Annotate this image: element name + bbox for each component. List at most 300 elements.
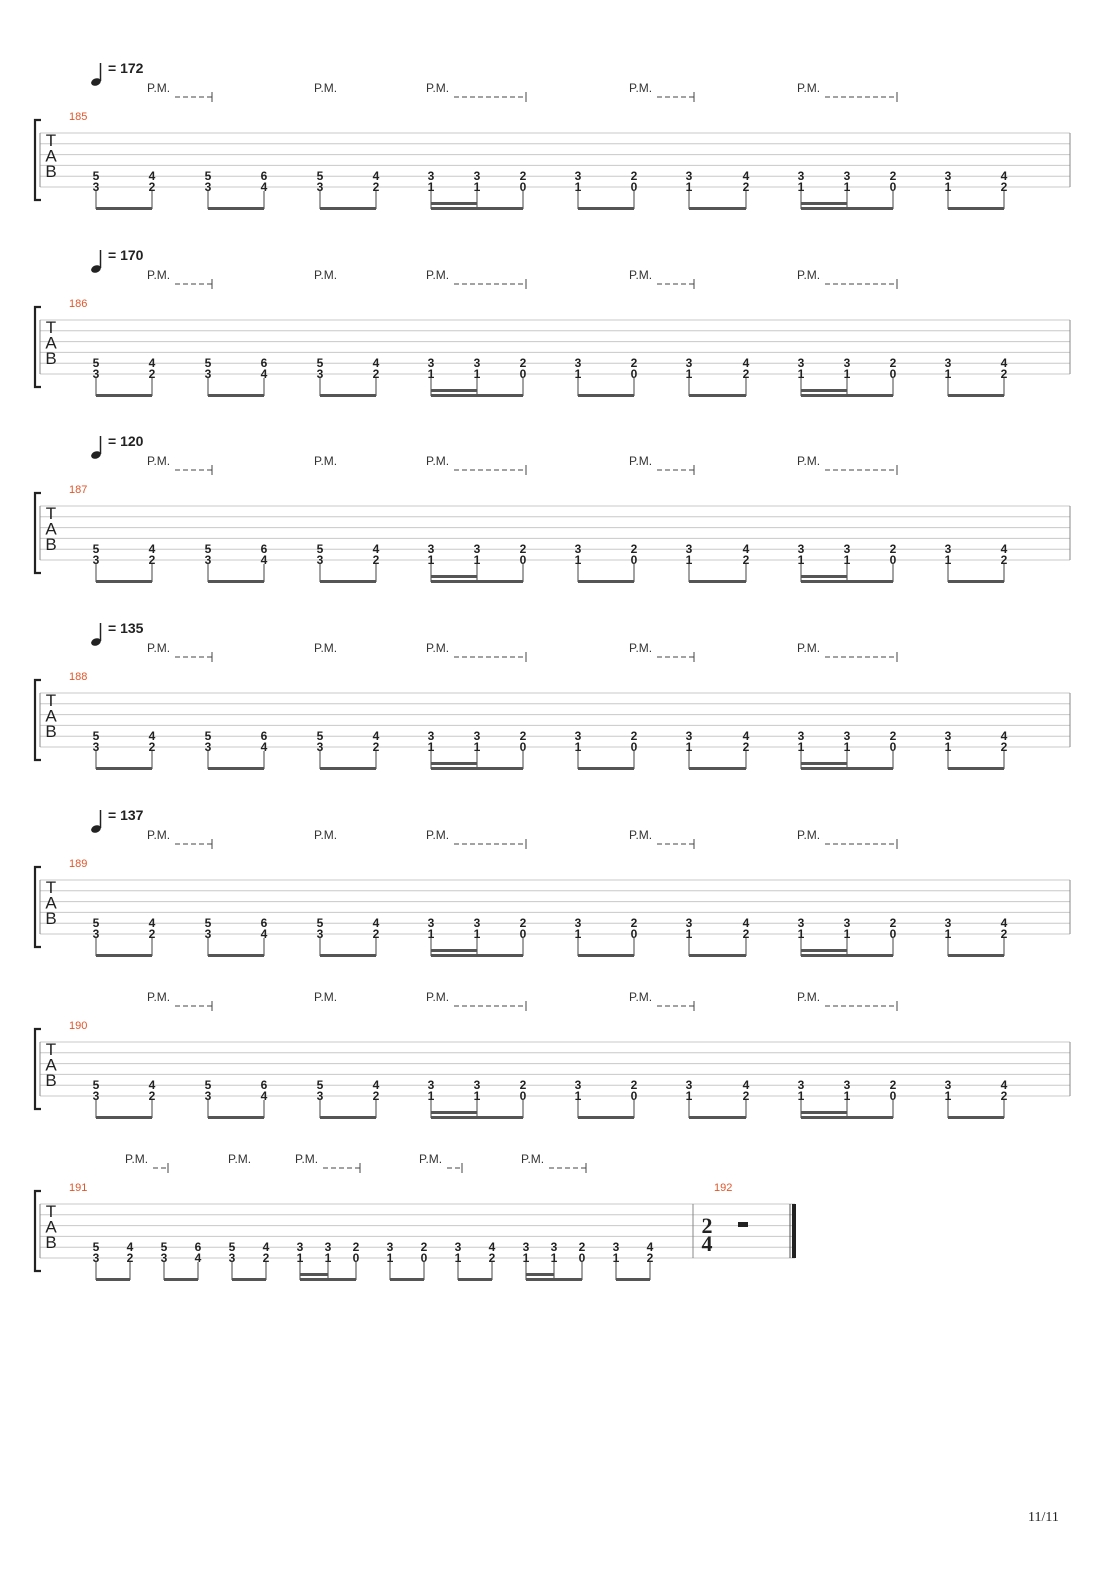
fret-number-top: 4 bbox=[372, 356, 380, 371]
fret-number-top: 2 bbox=[889, 169, 897, 184]
fret-number-bottom: 1 bbox=[473, 740, 481, 754]
tab-clef-letter: A bbox=[45, 706, 57, 726]
beam-secondary bbox=[431, 389, 477, 392]
beam bbox=[320, 767, 376, 770]
beam bbox=[578, 954, 634, 957]
beam bbox=[96, 580, 152, 583]
fret-number-top: 3 bbox=[574, 169, 582, 184]
fret-number-bottom: 1 bbox=[843, 367, 851, 381]
page-number: 11/11 bbox=[1028, 1510, 1059, 1525]
fret-number-top: 4 bbox=[148, 169, 156, 184]
beam bbox=[208, 954, 264, 957]
fret-number-top: 2 bbox=[420, 1240, 428, 1255]
fret-number-top: 5 bbox=[92, 916, 100, 931]
fret-number-bottom: 1 bbox=[685, 740, 693, 754]
fret-number-top: 3 bbox=[427, 542, 435, 557]
beam-secondary bbox=[526, 1273, 554, 1276]
palm-mute-label: P.M. bbox=[629, 990, 653, 1004]
fret-number-bottom: 1 bbox=[843, 740, 851, 754]
palm-mute-label: P.M. bbox=[426, 268, 450, 282]
fret-number-top: 3 bbox=[473, 1078, 481, 1093]
fret-number-top: 3 bbox=[944, 356, 952, 371]
fret-number-top: 4 bbox=[742, 916, 750, 931]
fret-number-top: 3 bbox=[574, 356, 582, 371]
fret-number-bottom: 3 bbox=[160, 1251, 168, 1265]
beam bbox=[689, 767, 746, 770]
fret-number-bottom: 1 bbox=[427, 553, 435, 567]
fret-number-top: 4 bbox=[126, 1240, 134, 1255]
fret-number-top: 2 bbox=[889, 916, 897, 931]
fret-number-bottom: 2 bbox=[372, 740, 380, 754]
tab-clef-letter: T bbox=[45, 878, 57, 897]
fret-number-bottom: 2 bbox=[742, 553, 750, 567]
fret-number-top: 4 bbox=[742, 542, 750, 557]
fret-number-top: 4 bbox=[742, 729, 750, 744]
fret-number-top: 2 bbox=[889, 729, 897, 744]
fret-number-top: 2 bbox=[519, 169, 527, 184]
fret-number-bottom: 2 bbox=[372, 180, 380, 194]
fret-number-top: 3 bbox=[797, 542, 805, 557]
fret-number-bottom: 0 bbox=[519, 1089, 527, 1103]
beam bbox=[232, 1278, 266, 1281]
fret-number-top: 4 bbox=[742, 1078, 750, 1093]
fret-number-top: 5 bbox=[228, 1240, 236, 1255]
tab-clef-letter: A bbox=[45, 1217, 57, 1237]
fret-number-bottom: 2 bbox=[148, 740, 156, 754]
fret-number-top: 2 bbox=[630, 1078, 638, 1093]
tab-clef-letter: T bbox=[45, 504, 57, 523]
beam bbox=[300, 1278, 356, 1281]
fret-number-top: 6 bbox=[260, 1078, 268, 1093]
fret-number-bottom: 1 bbox=[427, 927, 435, 941]
fret-number-bottom: 2 bbox=[148, 1089, 156, 1103]
fret-number-top: 3 bbox=[843, 916, 851, 931]
fret-number-bottom: 2 bbox=[742, 927, 750, 941]
fret-number-top: 3 bbox=[427, 916, 435, 931]
fret-number-bottom: 0 bbox=[519, 927, 527, 941]
fret-number-top: 3 bbox=[454, 1240, 462, 1255]
fret-number-bottom: 1 bbox=[574, 927, 582, 941]
fret-number-top: 2 bbox=[519, 356, 527, 371]
fret-number-top: 3 bbox=[797, 356, 805, 371]
palm-mute-label: P.M. bbox=[228, 1152, 252, 1166]
palm-mute-label: P.M. bbox=[797, 454, 821, 468]
fret-number-top: 5 bbox=[316, 169, 324, 184]
fret-number-bottom: 1 bbox=[843, 1089, 851, 1103]
fret-number-bottom: 1 bbox=[944, 927, 952, 941]
fret-number-top: 4 bbox=[148, 542, 156, 557]
beam bbox=[948, 1116, 1004, 1119]
fret-number-bottom: 1 bbox=[574, 180, 582, 194]
fret-number-bottom: 0 bbox=[630, 927, 638, 941]
palm-mute-label: P.M. bbox=[797, 828, 821, 842]
fret-number-top: 3 bbox=[386, 1240, 394, 1255]
fret-number-bottom: 2 bbox=[742, 740, 750, 754]
palm-mute-label: P.M. bbox=[314, 990, 338, 1004]
fret-number-bottom: 1 bbox=[574, 367, 582, 381]
beam bbox=[431, 767, 523, 770]
fret-number-bottom: 2 bbox=[148, 927, 156, 941]
fret-number-top: 4 bbox=[148, 729, 156, 744]
tab-clef-letter: B bbox=[45, 722, 57, 741]
fret-number-bottom: 1 bbox=[386, 1251, 394, 1265]
beam bbox=[96, 207, 152, 210]
palm-mute-label: P.M. bbox=[426, 454, 450, 468]
fret-number-bottom: 1 bbox=[574, 1089, 582, 1103]
fret-number-bottom: 2 bbox=[1000, 367, 1008, 381]
fret-number-bottom: 2 bbox=[1000, 1089, 1008, 1103]
fret-number-bottom: 1 bbox=[550, 1251, 558, 1265]
fret-number-top: 3 bbox=[574, 729, 582, 744]
fret-number-top: 3 bbox=[685, 542, 693, 557]
fret-number-bottom: 3 bbox=[92, 927, 100, 941]
fret-number-top: 5 bbox=[92, 169, 100, 184]
time-signature-bottom: 4 bbox=[701, 1231, 713, 1256]
fret-number-bottom: 4 bbox=[260, 1089, 268, 1103]
palm-mute-label: P.M. bbox=[147, 828, 171, 842]
fret-number-bottom: 0 bbox=[889, 553, 897, 567]
fret-number-top: 5 bbox=[204, 356, 212, 371]
beam-secondary bbox=[431, 202, 477, 205]
palm-mute-label: P.M. bbox=[314, 641, 338, 655]
fret-number-top: 3 bbox=[473, 356, 481, 371]
fret-number-top: 2 bbox=[889, 356, 897, 371]
fret-number-bottom: 1 bbox=[427, 740, 435, 754]
fret-number-bottom: 1 bbox=[427, 1089, 435, 1103]
beam bbox=[948, 207, 1004, 210]
beam bbox=[320, 207, 376, 210]
fret-number-bottom: 1 bbox=[685, 927, 693, 941]
fret-number-top: 5 bbox=[204, 542, 212, 557]
beam bbox=[320, 580, 376, 583]
fret-number-bottom: 3 bbox=[204, 927, 212, 941]
fret-number-bottom: 1 bbox=[797, 927, 805, 941]
fret-number-bottom: 0 bbox=[889, 1089, 897, 1103]
tab-clef-letter: T bbox=[45, 1040, 57, 1059]
fret-number-top: 3 bbox=[843, 356, 851, 371]
fret-number-bottom: 3 bbox=[204, 180, 212, 194]
fret-number-top: 4 bbox=[742, 356, 750, 371]
fret-number-bottom: 1 bbox=[797, 1089, 805, 1103]
palm-mute-label: P.M. bbox=[426, 641, 450, 655]
measure-number: 186 bbox=[69, 298, 88, 310]
beam bbox=[208, 580, 264, 583]
palm-mute-label: P.M. bbox=[629, 268, 653, 282]
beam bbox=[948, 954, 1004, 957]
beam-secondary bbox=[801, 949, 847, 952]
palm-mute-label: P.M. bbox=[797, 641, 821, 655]
fret-number-top: 2 bbox=[519, 916, 527, 931]
fret-number-top: 6 bbox=[260, 916, 268, 931]
fret-number-top: 4 bbox=[742, 169, 750, 184]
palm-mute-label: P.M. bbox=[629, 81, 653, 95]
fret-number-top: 2 bbox=[630, 729, 638, 744]
fret-number-top: 2 bbox=[889, 1078, 897, 1093]
fret-number-top: 3 bbox=[473, 729, 481, 744]
tab-clef-letter: A bbox=[45, 519, 57, 539]
fret-number-top: 3 bbox=[944, 1078, 952, 1093]
beam bbox=[801, 954, 893, 957]
fret-number-top: 5 bbox=[92, 356, 100, 371]
final-barline-thick bbox=[792, 1204, 796, 1258]
fret-number-top: 3 bbox=[685, 729, 693, 744]
fret-number-bottom: 1 bbox=[944, 553, 952, 567]
fret-number-top: 4 bbox=[1000, 729, 1008, 744]
palm-mute-label: P.M. bbox=[419, 1152, 443, 1166]
beam bbox=[689, 394, 746, 397]
fret-number-top: 3 bbox=[427, 729, 435, 744]
beam bbox=[578, 1116, 634, 1119]
fret-number-bottom: 3 bbox=[316, 927, 324, 941]
fret-number-bottom: 1 bbox=[685, 553, 693, 567]
palm-mute-label: P.M. bbox=[295, 1152, 319, 1166]
fret-number-top: 3 bbox=[685, 916, 693, 931]
beam bbox=[96, 1278, 130, 1281]
fret-number-bottom: 3 bbox=[92, 553, 100, 567]
beam bbox=[208, 207, 264, 210]
fret-number-top: 5 bbox=[204, 1078, 212, 1093]
fret-number-top: 5 bbox=[92, 1240, 100, 1255]
fret-number-bottom: 0 bbox=[889, 367, 897, 381]
fret-number-top: 3 bbox=[685, 169, 693, 184]
fret-number-bottom: 0 bbox=[630, 553, 638, 567]
palm-mute-label: P.M. bbox=[426, 81, 450, 95]
fret-number-top: 5 bbox=[316, 356, 324, 371]
time-signature-top: 2 bbox=[701, 1213, 713, 1238]
fret-number-bottom: 3 bbox=[92, 1251, 100, 1265]
fret-number-top: 3 bbox=[843, 169, 851, 184]
fret-number-top: 6 bbox=[260, 542, 268, 557]
fret-number-bottom: 1 bbox=[944, 1089, 952, 1103]
beam-secondary bbox=[801, 202, 847, 205]
fret-number-top: 2 bbox=[630, 542, 638, 557]
palm-mute-label: P.M. bbox=[426, 990, 450, 1004]
fret-number-bottom: 3 bbox=[316, 180, 324, 194]
fret-number-bottom: 3 bbox=[92, 367, 100, 381]
fret-number-top: 5 bbox=[316, 542, 324, 557]
fret-number-bottom: 1 bbox=[574, 740, 582, 754]
beam bbox=[96, 954, 152, 957]
tab-clef-letter: T bbox=[45, 318, 57, 337]
fret-number-top: 3 bbox=[550, 1240, 558, 1255]
beam bbox=[689, 1116, 746, 1119]
fret-number-top: 3 bbox=[427, 1078, 435, 1093]
fret-number-top: 3 bbox=[797, 169, 805, 184]
fret-number-bottom: 1 bbox=[843, 180, 851, 194]
tab-clef-letter: B bbox=[45, 1071, 57, 1090]
fret-number-bottom: 1 bbox=[473, 553, 481, 567]
beam bbox=[801, 580, 893, 583]
fret-number-bottom: 0 bbox=[630, 367, 638, 381]
fret-number-top: 3 bbox=[944, 169, 952, 184]
beam-secondary bbox=[431, 949, 477, 952]
fret-number-bottom: 4 bbox=[260, 927, 268, 941]
fret-number-top: 5 bbox=[204, 916, 212, 931]
fret-number-bottom: 1 bbox=[473, 180, 481, 194]
fret-number-bottom: 1 bbox=[944, 367, 952, 381]
measure-number: 192 bbox=[714, 1182, 733, 1194]
fret-number-top: 4 bbox=[372, 729, 380, 744]
fret-number-top: 4 bbox=[1000, 169, 1008, 184]
fret-number-top: 4 bbox=[148, 1078, 156, 1093]
fret-number-top: 3 bbox=[797, 916, 805, 931]
fret-number-bottom: 2 bbox=[372, 1089, 380, 1103]
fret-number-bottom: 2 bbox=[1000, 180, 1008, 194]
beam bbox=[96, 394, 152, 397]
fret-number-bottom: 1 bbox=[685, 180, 693, 194]
fret-number-top: 3 bbox=[797, 1078, 805, 1093]
fret-number-bottom: 2 bbox=[372, 927, 380, 941]
tab-clef-letter: B bbox=[45, 535, 57, 554]
beam bbox=[948, 580, 1004, 583]
fret-number-top: 4 bbox=[1000, 542, 1008, 557]
fret-number-bottom: 4 bbox=[260, 740, 268, 754]
palm-mute-label: P.M. bbox=[521, 1152, 545, 1166]
fret-number-bottom: 0 bbox=[519, 553, 527, 567]
fret-number-bottom: 2 bbox=[126, 1251, 134, 1265]
fret-number-top: 2 bbox=[519, 1078, 527, 1093]
fret-number-top: 2 bbox=[519, 542, 527, 557]
beam bbox=[616, 1278, 650, 1281]
beam bbox=[458, 1278, 492, 1281]
fret-number-top: 2 bbox=[889, 542, 897, 557]
beam bbox=[578, 394, 634, 397]
fret-number-bottom: 4 bbox=[260, 553, 268, 567]
fret-number-bottom: 1 bbox=[843, 553, 851, 567]
fret-number-bottom: 0 bbox=[889, 927, 897, 941]
beam bbox=[801, 767, 893, 770]
fret-number-bottom: 1 bbox=[797, 553, 805, 567]
measure-number: 188 bbox=[69, 671, 88, 683]
palm-mute-label: P.M. bbox=[426, 828, 450, 842]
fret-number-bottom: 3 bbox=[316, 553, 324, 567]
fret-number-bottom: 2 bbox=[1000, 553, 1008, 567]
palm-mute-label: P.M. bbox=[314, 828, 338, 842]
fret-number-top: 3 bbox=[685, 1078, 693, 1093]
palm-mute-label: P.M. bbox=[629, 641, 653, 655]
fret-number-bottom: 1 bbox=[685, 1089, 693, 1103]
fret-number-bottom: 3 bbox=[316, 367, 324, 381]
beam bbox=[320, 394, 376, 397]
beam bbox=[320, 954, 376, 957]
fret-number-bottom: 0 bbox=[519, 367, 527, 381]
fret-number-bottom: 0 bbox=[352, 1251, 360, 1265]
fret-number-bottom: 3 bbox=[228, 1251, 236, 1265]
beam bbox=[431, 394, 523, 397]
fret-number-bottom: 1 bbox=[685, 367, 693, 381]
fret-number-bottom: 0 bbox=[630, 1089, 638, 1103]
fret-number-bottom: 0 bbox=[630, 740, 638, 754]
fret-number-top: 4 bbox=[1000, 916, 1008, 931]
beam-secondary bbox=[801, 1111, 847, 1114]
fret-number-top: 3 bbox=[843, 729, 851, 744]
fret-number-bottom: 3 bbox=[92, 1089, 100, 1103]
fret-number-top: 2 bbox=[352, 1240, 360, 1255]
fret-number-top: 4 bbox=[372, 1078, 380, 1093]
beam bbox=[431, 580, 523, 583]
fret-number-bottom: 1 bbox=[324, 1251, 332, 1265]
fret-number-top: 4 bbox=[148, 356, 156, 371]
fret-number-bottom: 1 bbox=[797, 180, 805, 194]
fret-number-top: 3 bbox=[685, 356, 693, 371]
fret-number-top: 2 bbox=[519, 729, 527, 744]
fret-number-top: 4 bbox=[262, 1240, 270, 1255]
palm-mute-label: P.M. bbox=[797, 81, 821, 95]
palm-mute-label: P.M. bbox=[314, 81, 338, 95]
fret-number-top: 5 bbox=[316, 729, 324, 744]
fret-number-bottom: 2 bbox=[742, 367, 750, 381]
fret-number-bottom: 2 bbox=[646, 1251, 654, 1265]
fret-number-top: 4 bbox=[372, 542, 380, 557]
fret-number-top: 3 bbox=[574, 542, 582, 557]
beam bbox=[320, 1116, 376, 1119]
fret-number-bottom: 0 bbox=[889, 180, 897, 194]
fret-number-top: 3 bbox=[296, 1240, 304, 1255]
fret-number-top: 4 bbox=[488, 1240, 496, 1255]
fret-number-top: 6 bbox=[194, 1240, 202, 1255]
tempo-marking: = 137 bbox=[108, 807, 144, 823]
fret-number-top: 5 bbox=[92, 542, 100, 557]
fret-number-top: 4 bbox=[372, 169, 380, 184]
fret-number-top: 3 bbox=[843, 542, 851, 557]
beam-secondary bbox=[801, 762, 847, 765]
beam-secondary bbox=[801, 575, 847, 578]
fret-number-bottom: 0 bbox=[420, 1251, 428, 1265]
half-rest bbox=[738, 1222, 748, 1227]
beam bbox=[801, 1116, 893, 1119]
fret-number-top: 6 bbox=[260, 169, 268, 184]
fret-number-bottom: 2 bbox=[372, 367, 380, 381]
palm-mute-label: P.M. bbox=[629, 828, 653, 842]
fret-number-bottom: 1 bbox=[797, 740, 805, 754]
tab-clef-letter: T bbox=[45, 131, 57, 150]
fret-number-bottom: 2 bbox=[1000, 740, 1008, 754]
fret-number-top: 2 bbox=[630, 916, 638, 931]
fret-number-top: 6 bbox=[260, 729, 268, 744]
beam bbox=[431, 954, 523, 957]
tab-clef-letter: B bbox=[45, 349, 57, 368]
beam bbox=[578, 767, 634, 770]
beam bbox=[390, 1278, 424, 1281]
measure-number: 191 bbox=[69, 1182, 88, 1194]
fret-number-top: 3 bbox=[944, 542, 952, 557]
fret-number-bottom: 3 bbox=[92, 740, 100, 754]
fret-number-top: 3 bbox=[944, 916, 952, 931]
beam bbox=[164, 1278, 198, 1281]
fret-number-top: 4 bbox=[1000, 356, 1008, 371]
beam bbox=[578, 580, 634, 583]
fret-number-bottom: 1 bbox=[944, 740, 952, 754]
beam bbox=[431, 207, 523, 210]
beam-secondary bbox=[431, 1111, 477, 1114]
fret-number-bottom: 1 bbox=[843, 927, 851, 941]
fret-number-bottom: 3 bbox=[204, 553, 212, 567]
fret-number-bottom: 0 bbox=[630, 180, 638, 194]
fret-number-bottom: 1 bbox=[522, 1251, 530, 1265]
beam-secondary bbox=[801, 389, 847, 392]
palm-mute-label: P.M. bbox=[629, 454, 653, 468]
fret-number-top: 5 bbox=[160, 1240, 168, 1255]
tab-clef-letter: A bbox=[45, 893, 57, 913]
palm-mute-label: P.M. bbox=[147, 990, 171, 1004]
tempo-marking: = 135 bbox=[108, 620, 144, 636]
fret-number-bottom: 2 bbox=[1000, 927, 1008, 941]
fret-number-top: 3 bbox=[843, 1078, 851, 1093]
palm-mute-label: P.M. bbox=[125, 1152, 149, 1166]
tab-clef-letter: B bbox=[45, 1233, 57, 1252]
beam bbox=[96, 1116, 152, 1119]
fret-number-top: 3 bbox=[797, 729, 805, 744]
